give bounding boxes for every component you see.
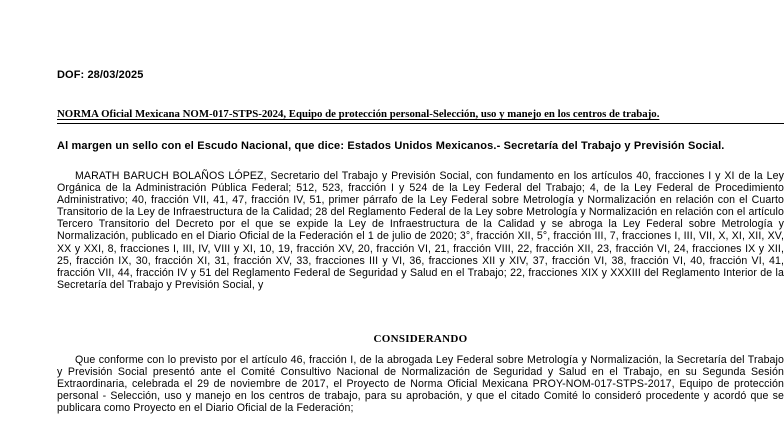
margin-note: Al margen un sello con el Escudo Nacional, que dice: Estados Unidos Mexicanos.- Secretaría del Trabajo y Previsión Social. xyxy=(57,140,725,152)
paragraph-fundamento xyxy=(57,170,784,291)
norma-title: NORMA Oficial Mexicana NOM-017-STPS-2024, Equipo de protección personal-Selección, uso y manejo en los centros de trabajo. xyxy=(57,108,660,120)
paragraph-fundamento-text: MARATH BARUCH BOLAÑOS LÓPEZ, Secretario del Trabajo y Previsión Social, con fundamento en los artículos 40, fracciones I y XI de la Ley Orgánica de la Administración Pública Federal; 512, 523, fracción I y 524 de la Ley Federal del Trabajo; 4, de la Ley Federal de Procedimiento Administrativo; 40, fracción VII, 41, 47, fracción IV, 51, primer párrafo de la Ley Federal sobre Metrología y Normalización en relación con el Cuarto Transitorio de la Ley de Infraestructura de la Calidad; 28 del Reglamento Federal de la Ley sobre Metrología y Normalización en relación con el artículo Tercero Transitorio del Decreto por el que se expide la Ley de Infraestructura de la Calidad y se abroga la Ley Federal sobre Metrología y Normalización, publicado en el Diario Oficial de la Federación el 1 de julio de 2020; 3°, fracción XII, 5°, fracción III, 7, fracciones I, III, VII, X, XI, XII, XV, XX y XXI, 8, fracciones I, III, IV, VIII y XI, 10, 19, fracción XV, 20, fracción VI, 21, fracción VIII, 22, fracción XII, 23, fracción VI, 24, fracciones IX y XII, 25, fracción IX, 30, fracción XI, 31, fracción XV, 33, fracciones III y VI, 36, fracciones XII y XIV, 37, fracción VI, 38, fracción VI, 40, fracción VI, 41, fracción VII, 44, fracción IV y 51 del Reglamento Federal de Seguridad y Salud en el Trabajo; 22, fracciones XIX y XXXIII del Reglamento Interior de la Secretaría del Trabajo y Previsión Social, y xyxy=(57,170,784,291)
paragraph-considerando-1-text: Que conforme con lo previsto por el artículo 46, fracción I, de la abrogada Ley Federal sobre Metrología y Normalización, la Secretaría del Trabajo y Previsión Social presentó ante el Comité Consultivo Nacional de Normalización de Seguridad y Salud en el Trabajo, en su Segunda Sesión Extraordinaria, celebrada el 29 de noviembre de 2017, el Proyecto de Norma Oficial Mexicana PROY-NOM-017-STPS-2017, Equipo de protección personal - Selección, uso y manejo en los centros de trabajo, para su aprobación, y que el citado Comité lo consideró procedente y acordó que se publicara como Proyecto en el Diario Oficial de la Federación; xyxy=(57,354,784,415)
header-divider xyxy=(57,123,784,124)
considerando-heading: CONSIDERANDO xyxy=(373,333,468,345)
dof-date: DOF: 28/03/2025 xyxy=(57,69,144,81)
paragraph-considerando-1 xyxy=(57,354,784,414)
